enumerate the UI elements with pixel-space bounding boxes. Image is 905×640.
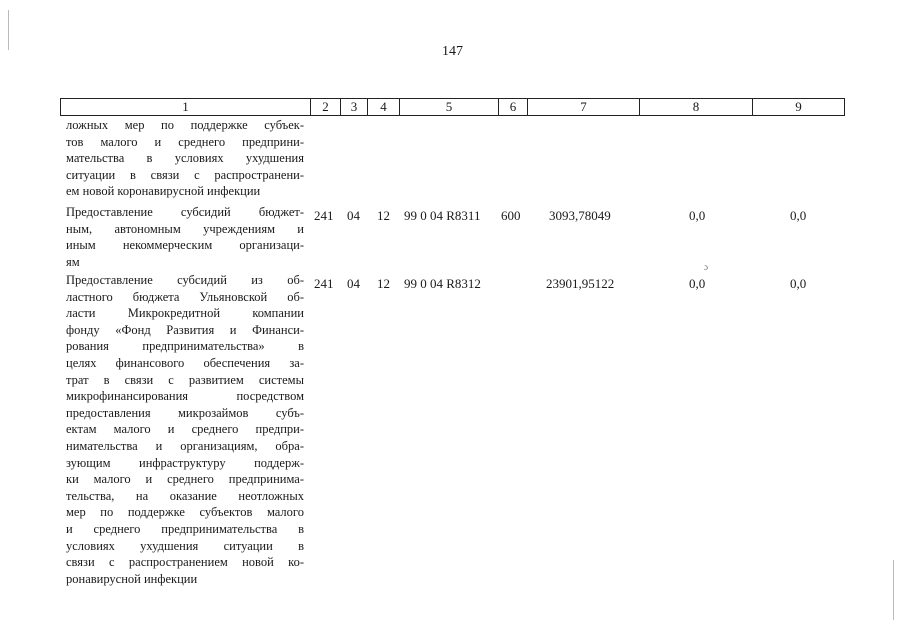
header-col-8: 8 [640,99,753,115]
row-2-line-16: условиях ухудшения ситуации в [66,538,304,553]
row-2-line-6: трат в связи с развитием системы [66,372,304,387]
right-edge-mark [893,560,894,620]
row-0-line-2: мательства в условиях ухудшения [66,151,304,166]
row-1-col-4: 12 [377,208,390,223]
row-2-description [66,272,304,587]
row-2-line-11: зующим инфраструктуру поддерж- [66,455,304,470]
row-2-line-2: ласти Микрокредитной компании [66,306,304,321]
row-2-col-5: 99 0 04 R8312 [404,276,481,291]
row-1-col-6: 600 [501,208,521,223]
row-0-line-4: ем новой коронавирусной инфекции [66,184,261,199]
row-2-line-17: связи с распространением новой ко- [66,555,304,570]
row-2-line-13: тельства, на оказание неотложных [66,488,304,503]
row-1-col-5: 99 0 04 R8311 [404,208,481,223]
row-2-col-8: 0,0 [689,276,706,291]
page-number: 147 [442,44,463,59]
row-2-line-9: ектам малого и среднего предпри- [66,422,304,437]
header-col-5: 5 [400,99,499,115]
row-2-line-7: микрофинансирования посредством [66,389,304,404]
row-2-line-18: ронавирусной инфекции [66,571,198,586]
row-0-line-0: ложных мер по поддержке субъек- [66,118,304,132]
row-2-line-3: фонду «Фонд Развития и Финанси- [66,322,304,337]
row-0-description [66,117,304,200]
row-2-col-3: 04 [347,276,360,291]
row-0-line-1: тов малого и среднего предприни- [66,134,304,149]
row-1-line-2: иным некоммерческим организаци- [66,238,304,253]
row-2-col-2: 241 [314,276,334,291]
row-2-col-9: 0,0 [790,276,807,291]
header-col-2: 2 [311,99,341,115]
row-2-col-7: 23901,95122 [546,276,615,291]
row-2-line-5: целях финансового обеспечения за- [66,355,304,370]
row-1-line-3: ям [66,254,80,269]
row-2-line-0: Предоставление субсидий из об- [66,273,304,287]
row-1-line-0: Предоставление субсидий бюджет- [66,205,304,219]
row-1-line-1: ным, автономным учреждениям и [66,221,304,236]
row-2-line-4: рования предпринимательства» в [66,339,304,354]
row-1-col-7: 3093,78049 [549,208,611,223]
table-header-row [60,98,845,116]
header-col-1: 1 [61,99,311,115]
header-col-3: 3 [341,99,368,115]
row-1-col-8: 0,0 [689,208,706,223]
row-1-col-3: 04 [347,208,360,223]
row-2-line-10: нимательства и организациям, обра- [66,438,304,453]
header-col-4: 4 [368,99,400,115]
row-1-col-9: 0,0 [790,208,807,223]
row-2-line-14: мер по поддержке субъектов малого [66,505,304,520]
row-1-description [66,204,304,270]
row-2-line-8: предоставления микрозаймов субъ- [66,405,304,420]
scan-speck: ɔ [704,262,708,272]
row-2-line-15: и среднего предпринимательства в [66,521,304,536]
header-col-6: 6 [499,99,528,115]
row-2-line-1: ластного бюджета Ульяновской об- [66,289,304,304]
row-2-col-4: 12 [377,276,390,291]
row-2-line-12: ки малого и среднего предпринима- [66,472,304,487]
row-0-line-3: ситуации в связи с распространени- [66,167,304,182]
row-1-col-2: 241 [314,208,334,223]
header-col-9: 9 [795,99,802,114]
header-col-7: 7 [528,99,640,115]
